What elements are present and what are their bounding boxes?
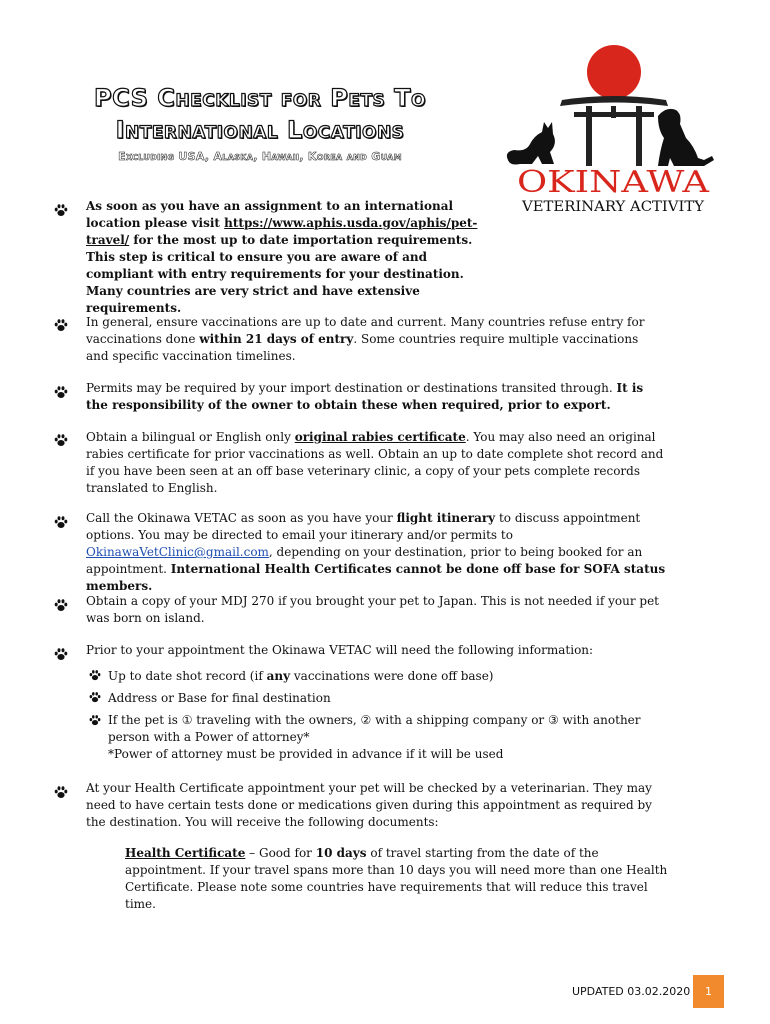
item-text: – Good for bbox=[245, 846, 316, 860]
item-text: , depending on your destination, prior to being booked for an appointment. bbox=[86, 545, 643, 576]
logo-text-main: OKINAWA bbox=[517, 165, 710, 200]
checklist-item bbox=[86, 642, 671, 659]
torii-center-post bbox=[611, 106, 616, 118]
logo-text-sub: VETERINARY ACTIVITY bbox=[520, 199, 705, 215]
item-text: Call the Okinawa VETAC as soon as you have your bbox=[86, 511, 397, 525]
item-text: Prior to your appointment the Okinawa VETAC will need the following information: bbox=[86, 643, 594, 657]
item-text: In general, ensure vaccinations are up to date and current. Many countries refuse entry for vaccinations done bbox=[86, 315, 645, 346]
subitem-text: Address or Base for final destination bbox=[108, 691, 331, 705]
checklist-subitem bbox=[108, 712, 653, 763]
dog-silhouette bbox=[658, 109, 714, 166]
item-bold-text: flight itinerary bbox=[396, 511, 496, 525]
subitem-bold-text: any bbox=[266, 669, 291, 683]
paw-sub-bullet-icon bbox=[89, 669, 101, 681]
title-line-1: PCS Checklist for Pets To bbox=[94, 84, 426, 112]
checklist-item bbox=[86, 510, 678, 595]
health-certificate-label: Health Certificate bbox=[125, 846, 246, 860]
checklist-item bbox=[86, 198, 486, 317]
item-bold-text: within 21 days of entry bbox=[199, 332, 354, 346]
item-text: Obtain a copy of your MDJ 270 if you brought your pet to Japan. This is not needed if your pet was born on island. bbox=[86, 594, 659, 625]
paw-bullet-icon bbox=[54, 598, 68, 612]
paw-bullet-icon bbox=[54, 433, 68, 447]
checklist-item bbox=[86, 314, 656, 365]
title-line-2: International Locations bbox=[115, 116, 405, 144]
item-text: Obtain a bilingual or English only bbox=[86, 430, 295, 444]
page-subtitle: Excluding USA, Alaska, Hawaii, Korea and Guam bbox=[118, 150, 402, 163]
paw-bullet-icon bbox=[54, 203, 68, 217]
item-text: . Some countries require multiple vaccinations and specific vaccination timelines. bbox=[86, 332, 639, 363]
paw-bullet-icon bbox=[54, 318, 68, 332]
item-bold-text: original rabies certificate bbox=[294, 430, 466, 444]
vetclinic-email-link[interactable]: OkinawaVetClinic@gmail.com bbox=[86, 545, 269, 559]
usda-pet-travel-link[interactable]: https://www.aphis.usda.gov/aphis/pet-travel/ bbox=[86, 216, 478, 247]
updated-date: UPDATED 03.02.2020 bbox=[572, 985, 691, 998]
red-sun bbox=[587, 45, 641, 99]
health-certificate-info bbox=[125, 845, 675, 913]
checklist-item bbox=[86, 429, 671, 497]
item-text: to discuss appointment options. You may be directed to email your itinerary and/or permits to bbox=[86, 511, 641, 542]
item-bold-text: 10 days bbox=[315, 846, 367, 860]
okinawa-vetac-logo bbox=[498, 40, 728, 220]
item-text: for the most up to date importation requirements. This step is critical to ensure you are aware of and compliant with entry requirements for your destination. Many countries are very strict and have extensive requirements. bbox=[86, 233, 473, 315]
item-text: Permits may be required by your import destination or destinations transited through. bbox=[86, 381, 617, 395]
item-text: As soon as you have an assignment to an international location please visit bbox=[86, 199, 454, 230]
paw-bullet-icon bbox=[54, 385, 68, 399]
checklist-subitem bbox=[108, 668, 668, 685]
item-bold-text: International Health Certificates cannot be done off base for SOFA status members. bbox=[86, 562, 666, 593]
paw-bullet-icon bbox=[54, 647, 68, 661]
torii-pillar-right bbox=[636, 106, 642, 166]
paw-sub-bullet-icon bbox=[89, 691, 101, 703]
subitem-text: vaccinations were done off base) bbox=[290, 669, 494, 683]
checklist-subitem bbox=[108, 690, 668, 707]
item-text: At your Health Certificate appointment your pet will be checked by a veterinarian. They may need to have certain tests done or medications given during this appointment as required by the destination. You will receive the following documents: bbox=[86, 781, 652, 829]
item-text: . You may also need an original rabies certificate for prior vaccinations as well. Obtain an up to date complete shot record and if you have been seen at an off base veterinary clinic, a copy of your pets complete records translated to English. bbox=[86, 430, 664, 495]
page-title bbox=[40, 82, 480, 146]
cat-silhouette bbox=[507, 122, 555, 165]
torii-pillar-left bbox=[586, 106, 592, 166]
torii-top-beam bbox=[560, 96, 668, 106]
subitem-text: Up to date shot record (if bbox=[108, 669, 267, 683]
page-number: 1 bbox=[693, 975, 724, 1008]
checklist-item bbox=[86, 780, 671, 831]
power-of-attorney-note: *Power of attorney must be provided in advance if it will be used bbox=[108, 747, 504, 761]
item-text: of travel starting from the date of the appointment. If your travel spans more than 10 days you will need more than one Health Certificate. Please note some countries have requirements that will reduce this travel time. bbox=[125, 846, 668, 911]
paw-bullet-icon bbox=[54, 515, 68, 529]
checklist-item bbox=[86, 380, 666, 414]
item-bold-text: It is the responsibility of the owner to obtain these when required, prior to export. bbox=[86, 381, 644, 412]
checklist-item bbox=[86, 593, 671, 627]
subitem-text: If the pet is ① traveling with the owners, ② with a shipping company or ③ with another person with a Power of attorney* bbox=[108, 713, 641, 744]
paw-sub-bullet-icon bbox=[89, 714, 101, 726]
paw-bullet-icon bbox=[54, 785, 68, 799]
